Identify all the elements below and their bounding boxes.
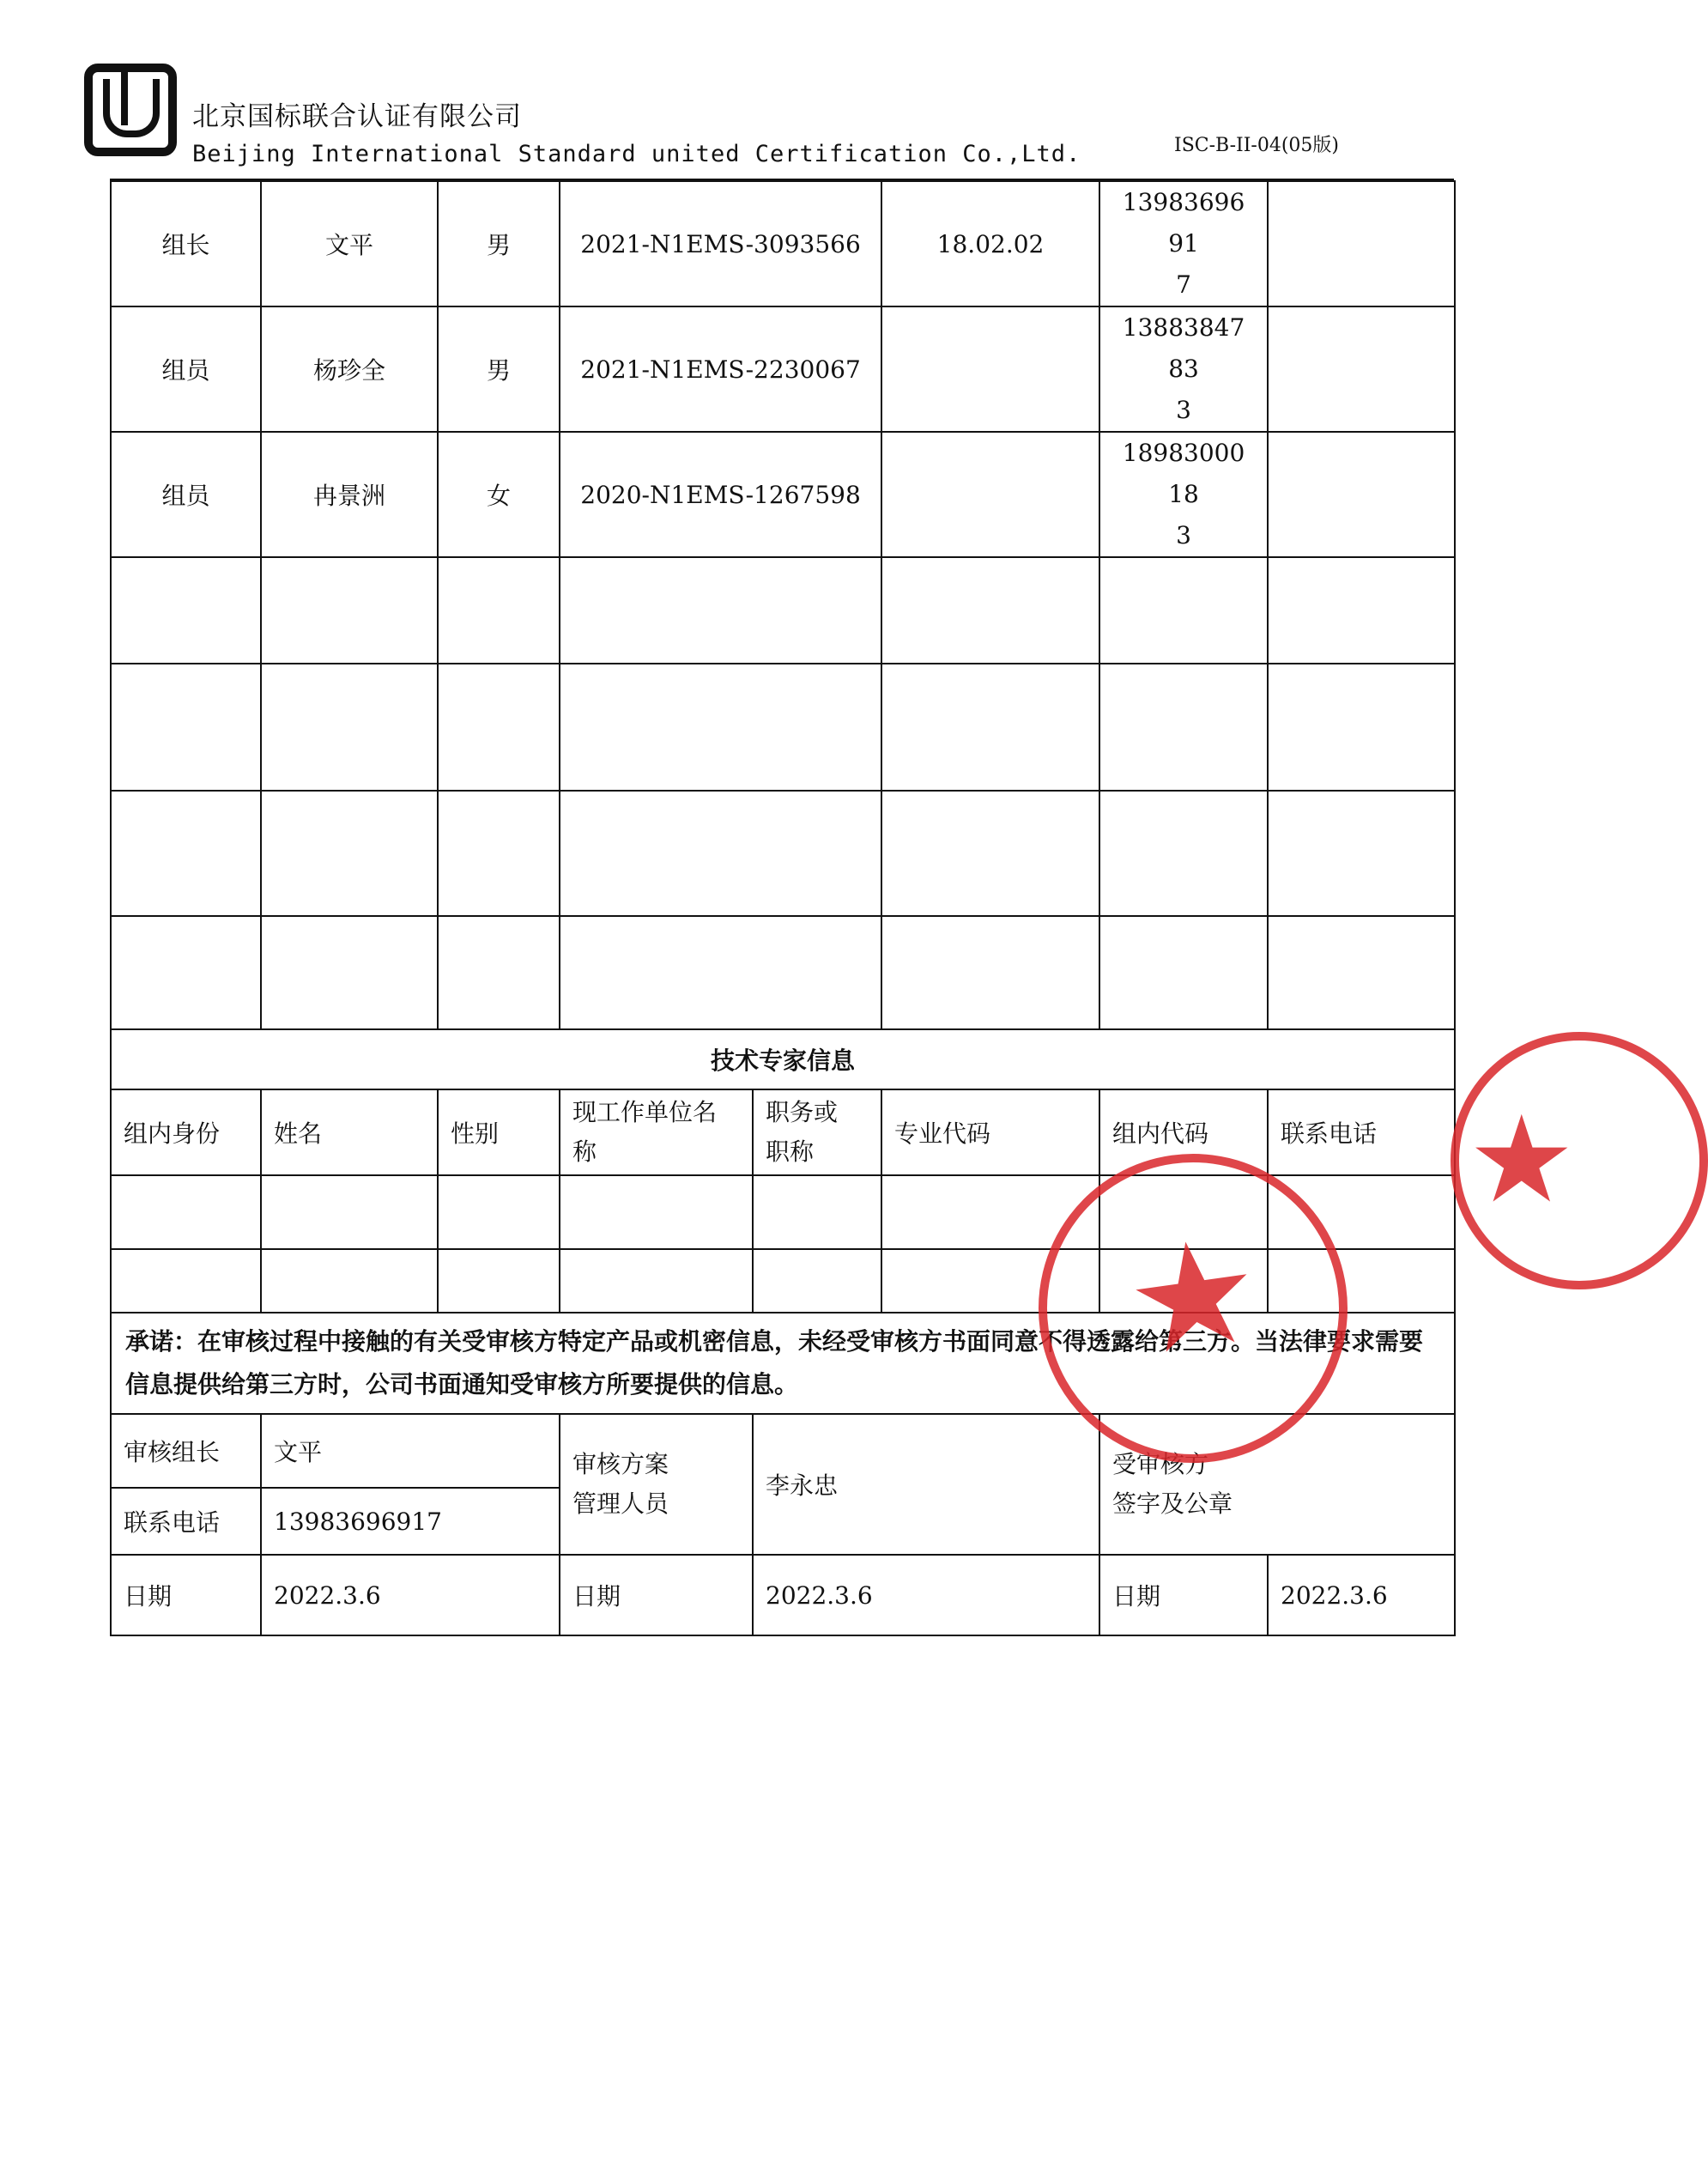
member-cert: 2021-N1EMS-2230067: [560, 306, 881, 432]
member-code: 18.02.02: [881, 181, 1099, 306]
date-row: [111, 1555, 1455, 1635]
member-phone-part1: 1898300018: [1122, 439, 1245, 508]
manager-label: [560, 1414, 753, 1555]
empty-row: [111, 664, 1455, 791]
member-row: [111, 181, 1455, 306]
col-group-code: 组内代码: [1099, 1089, 1268, 1175]
member-phone-part2: 3: [1176, 521, 1191, 549]
member-cert: 2021-N1EMS-3093566: [560, 181, 881, 306]
auditee-label-line2: 签字及公章: [1112, 1489, 1233, 1518]
member-phone-part2: 3: [1176, 396, 1191, 424]
date-label: 日期: [111, 1555, 261, 1635]
member-role: 组长: [111, 181, 261, 306]
empty-row: [111, 557, 1455, 664]
col-name: 姓名: [261, 1089, 438, 1175]
leader-name: 文平: [261, 1414, 560, 1488]
member-phone-part1: 1398369691: [1122, 188, 1245, 258]
member-extra: [1268, 432, 1455, 557]
logo-cup-shape: [103, 79, 160, 137]
col-major-code: 专业代码: [881, 1089, 1099, 1175]
commitment-text: 承诺：在审核过程中接触的有关受审核方特定产品或机密信息，未经受审核方书面同意不得透露给第三方。当法律要求需要信息提供给第三方时，公司书面通知受审核方所要提供的信息。: [111, 1313, 1455, 1414]
company-seal-partial: [1451, 1032, 1708, 1289]
member-gender: 男: [438, 306, 560, 432]
member-code: [881, 432, 1099, 557]
manager-label-line2: 管理人员: [572, 1489, 669, 1518]
member-cert: 2020-N1EMS-1267598: [560, 432, 881, 557]
member-row: [111, 306, 1455, 432]
date-label: 日期: [560, 1555, 753, 1635]
member-row: [111, 432, 1455, 557]
member-name: 冉景洲: [261, 432, 438, 557]
col-unit-line2: 称: [572, 1138, 597, 1166]
col-role: 组内身份: [111, 1089, 261, 1175]
col-title: [753, 1089, 881, 1175]
member-phone-part1: 1388384783: [1122, 313, 1245, 383]
member-extra: [1268, 181, 1455, 306]
date-value: 2022.3.6: [753, 1555, 1099, 1635]
manager-name: 李永忠: [753, 1414, 1099, 1555]
col-unit: [560, 1089, 753, 1175]
col-unit-line1: 现工作单位名: [572, 1098, 718, 1126]
member-phone: [1099, 432, 1268, 557]
leader-label: 审核组长: [111, 1414, 261, 1488]
member-role: 组员: [111, 306, 261, 432]
member-role: 组员: [111, 432, 261, 557]
col-title-line2: 职称: [766, 1138, 815, 1166]
empty-row: [111, 791, 1455, 916]
member-gender: 男: [438, 181, 560, 306]
member-extra: [1268, 306, 1455, 432]
member-phone: [1099, 306, 1268, 432]
company-name-en: Beijing International Standard united Certification Co.,Ltd.: [192, 141, 1081, 167]
member-code: [881, 306, 1099, 432]
manager-label-line1: 审核方案: [572, 1450, 669, 1478]
col-title-line1: 职务或: [766, 1098, 839, 1126]
seal-star-icon: ★: [1117, 1204, 1270, 1391]
member-gender: 女: [438, 432, 560, 557]
col-phone: 联系电话: [1268, 1089, 1455, 1175]
logo-center-bar: [121, 72, 128, 125]
expert-header-row: [111, 1089, 1455, 1175]
col-gender: 性别: [438, 1089, 560, 1175]
phone-label: 联系电话: [111, 1488, 261, 1555]
date-value: 2022.3.6: [261, 1555, 560, 1635]
document-code: ISC-B-II-04(05版): [1174, 135, 1340, 156]
date-value: 2022.3.6: [1268, 1555, 1455, 1635]
company-logo: [84, 64, 177, 156]
expert-title-row: [111, 1029, 1455, 1089]
member-name: 文平: [261, 181, 438, 306]
member-phone-part2: 7: [1176, 270, 1191, 299]
empty-row: [111, 916, 1455, 1029]
company-name-cn: 北京国标联合认证有限公司: [192, 101, 522, 132]
expert-section-title: 技术专家信息: [111, 1029, 1455, 1089]
leader-phone: 13983696917: [261, 1488, 560, 1555]
auditee-label-line1: 受审核方: [1112, 1450, 1209, 1478]
seal-star-icon: ★: [1468, 1090, 1576, 1230]
member-name: 杨珍全: [261, 306, 438, 432]
member-phone: [1099, 181, 1268, 306]
date-label: 日期: [1099, 1555, 1268, 1635]
